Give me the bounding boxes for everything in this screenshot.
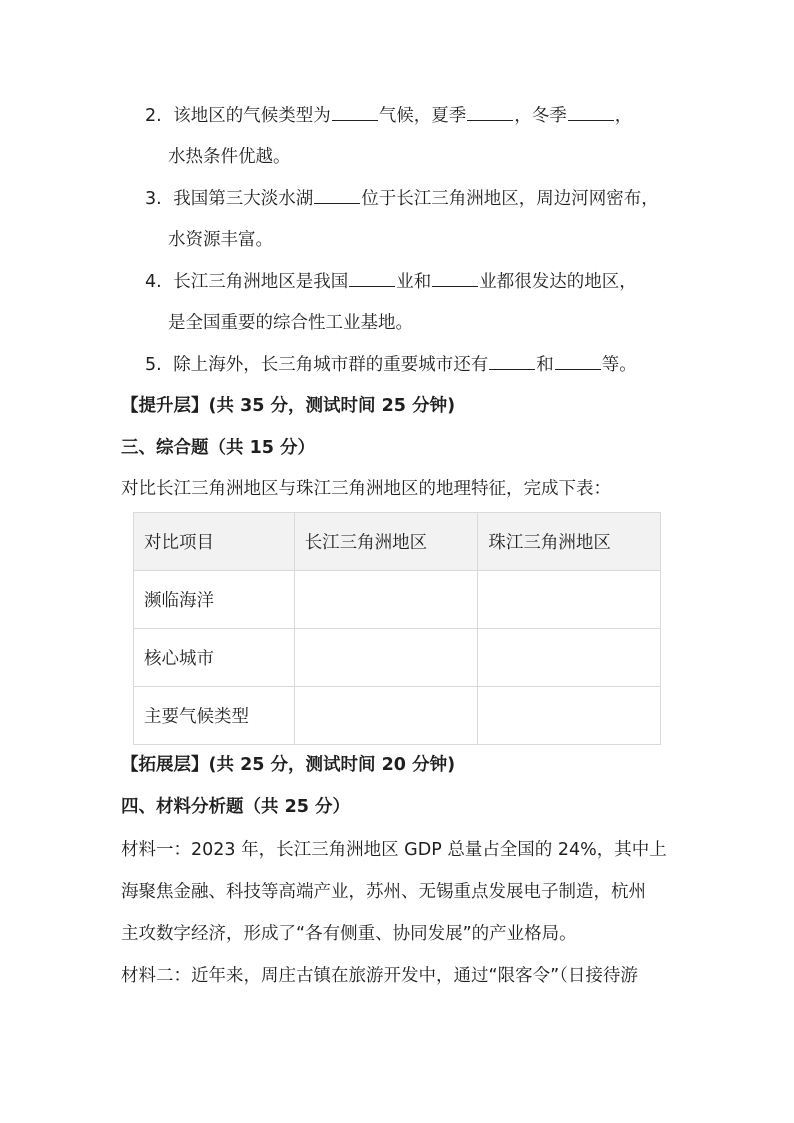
table-row-label: 主要气候类型 [134,687,295,745]
question-text: 气候，夏季 [378,106,467,126]
table-row [134,687,661,745]
material-1-line: 海聚焦金融、科技等高端产业，苏州、无锡重点发展电子制造，杭州 [121,882,646,902]
question-number: 3. [145,189,162,209]
comparison-table [133,512,661,745]
table-answer-cell[interactable] [478,571,661,629]
question-text: 除上海外，长三角城市群的重要城市还有 [173,355,489,375]
table-row [134,571,661,629]
question-text: 和 [536,355,554,375]
answer-blank[interactable] [568,104,614,121]
section-heading-tisheng: 【提升层】(共 35 分，测试时间 25 分钟) [121,396,456,416]
material-1-line: 材料一：2023 年，长江三角洲地区 GDP 总量占全国的 24%，其中上 [121,840,667,860]
table-answer-cell[interactable] [294,571,478,629]
question-text: 业和 [396,272,432,292]
question-text: 位于长江三角洲地区，周边河网密布， [361,189,659,209]
table-answer-cell[interactable] [478,687,661,745]
question-5 [145,353,637,377]
question-2 [145,104,632,128]
answer-blank[interactable] [467,104,513,121]
question-text: 该地区的气候类型为 [173,106,331,126]
question-4-line2: 是全国重要的综合性工业基地。 [168,313,413,333]
question-text: ，冬季 [514,106,567,126]
table-answer-cell[interactable] [294,629,478,687]
answer-blank[interactable] [332,104,378,121]
table-header-cell: 长江三角洲地区 [294,513,478,571]
answer-blank[interactable] [555,353,601,370]
question-3-line2: 水资源丰富。 [168,230,273,250]
material-2-line: 材料二：近年来，周庄古镇在旅游开发中，通过“限客令”（日接待游 [121,966,638,986]
answer-blank[interactable] [489,353,535,370]
answer-blank[interactable] [314,187,360,204]
question-4 [145,270,637,294]
question-number: 4. [145,272,162,292]
answer-blank[interactable] [349,270,395,287]
section-4-title: 四、材料分析题（共 25 分） [121,797,351,817]
table-row [134,629,661,687]
section-heading-tuozhan: 【拓展层】(共 25 分，测试时间 20 分钟) [121,755,456,775]
question-text: ， [614,106,633,126]
section-3-instruction: 对比长江三角洲地区与珠江三角洲地区的地理特征，完成下表： [121,479,611,499]
question-number: 2. [145,106,162,126]
question-number: 5. [145,355,162,375]
question-text: 我国第三大淡水湖 [173,189,314,209]
table-answer-cell[interactable] [294,687,478,745]
question-3 [145,187,659,211]
table-header-cell: 珠江三角洲地区 [478,513,661,571]
question-text: 等。 [601,355,637,375]
section-3-title: 三、综合题（共 15 分） [121,438,316,458]
question-text: 业都很发达的地区， [479,272,637,292]
table-header-cell: 对比项目 [134,513,295,571]
table-row-label: 濒临海洋 [134,571,295,629]
material-1-line: 主攻数字经济，形成了“各有侧重、协同发展”的产业格局。 [121,924,577,944]
question-text: 长江三角洲地区是我国 [173,272,349,292]
table-row-label: 核心城市 [134,629,295,687]
question-2-line2: 水热条件优越。 [168,147,291,167]
table-header-row [134,513,661,571]
table-answer-cell[interactable] [478,629,661,687]
answer-blank[interactable] [432,270,478,287]
